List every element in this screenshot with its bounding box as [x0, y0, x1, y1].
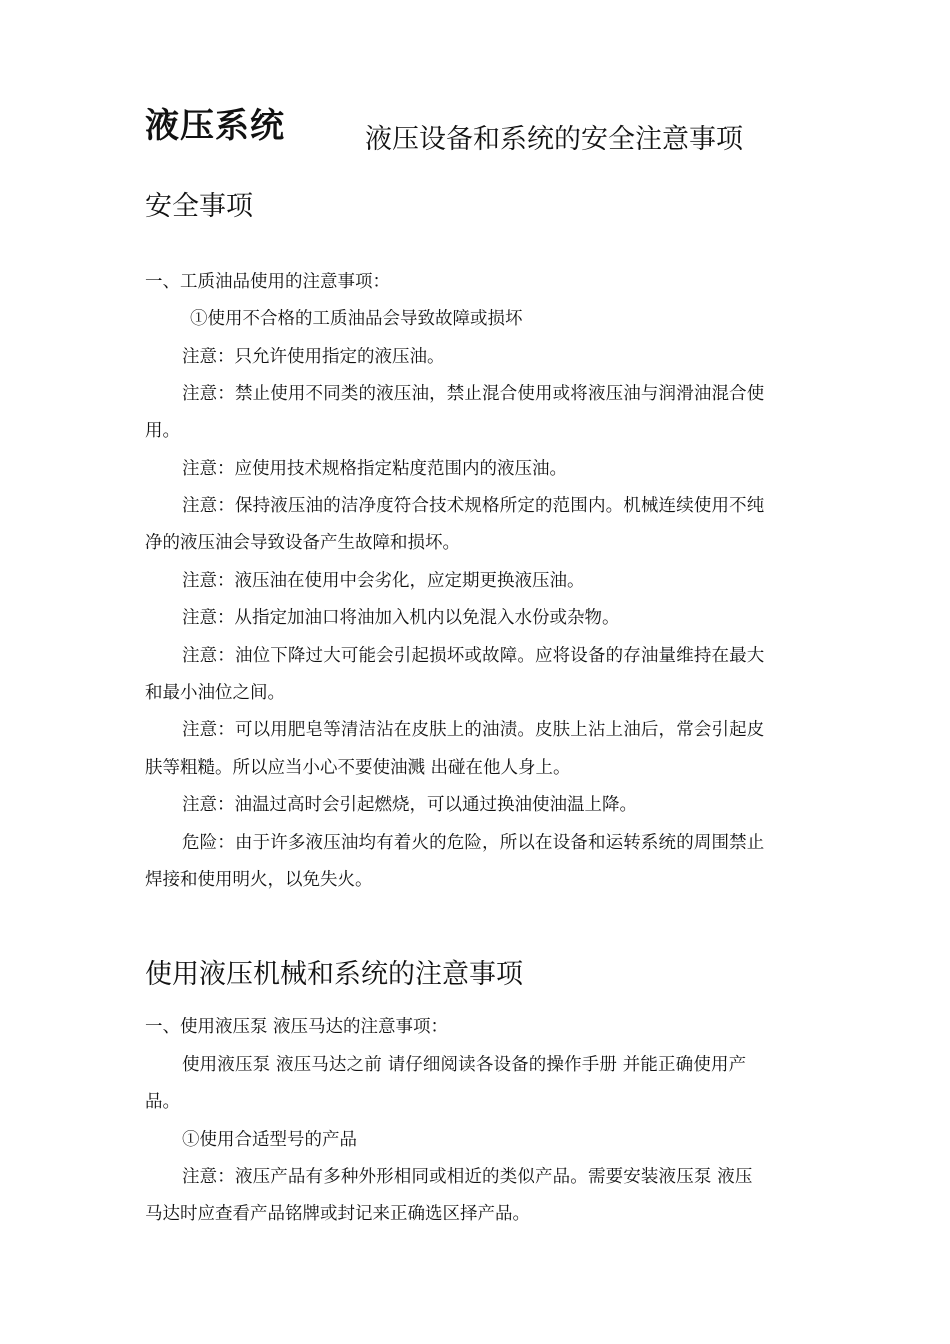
- paragraph-intro-continued: 品。: [145, 1092, 180, 1112]
- paragraph-note-continued: 用。: [145, 421, 180, 441]
- paragraph-intro: 使用液压泵 液压马达之前 请仔细阅读各设备的操作手册 并能正确使用产: [182, 1055, 747, 1075]
- paragraph-note: 注意：油位下降过大可能会引起损坏或故障。应将设备的存油量维持在最大: [182, 646, 765, 666]
- paragraph-note-continued: 净的液压油会导致设备产生故障和损坏。: [145, 533, 460, 553]
- paragraph-note: 注意：可以用肥皂等清洁沾在皮肤上的油渍。皮肤上沾上油后，常会引起皮: [182, 720, 765, 740]
- paragraph-note-continued: 马达时应查看产品铭牌或封记来正确选区择产品。: [145, 1204, 530, 1224]
- paragraph-note: 注意：油温过高时会引起燃烧，可以通过换油使油温上降。: [182, 795, 637, 815]
- paragraph-danger-continued: 焊接和使用明火，以免失火。: [145, 870, 373, 890]
- paragraph-danger: 危险：由于许多液压油均有着火的危险，所以在设备和运转系统的周围禁止: [182, 833, 765, 853]
- company-logo-text: 液压系统: [145, 106, 285, 146]
- sub-heading-pump-motor: 一、使用液压泵 液压马达的注意事项：: [145, 1017, 449, 1037]
- paragraph-note-continued: 肤等粗糙。所以应当小心不要使油溅 出碰在他人身上。: [145, 758, 571, 778]
- paragraph-note: 注意：液压产品有多种外形相同或相近的类似产品。需要安装液压泵 液压: [182, 1167, 753, 1187]
- document-title: 液压设备和系统的安全注意事项: [365, 124, 743, 155]
- paragraph-note: 注意：保持液压油的洁净度符合技术规格所定的范围内。机械连续使用不纯: [182, 496, 765, 516]
- list-item-correct-model: ①使用合适型号的产品: [182, 1130, 357, 1150]
- section-heading-safety: 安全事项: [145, 191, 253, 222]
- paragraph-note: 注意：应使用技术规格指定粘度范围内的液压油。: [182, 459, 567, 479]
- sub-heading-oil-usage: 一、工质油品使用的注意事项：: [145, 272, 390, 292]
- paragraph-note: 注意：只允许使用指定的液压油。: [182, 347, 445, 367]
- list-item-unqualified-oil: ①使用不合格的工质油品会导致故障或损坏: [190, 309, 523, 329]
- paragraph-note: 注意：禁止使用不同类的液压油，禁止混合使用或将液压油与润滑油混合使: [182, 384, 765, 404]
- paragraph-note: 注意：从指定加油口将油加入机内以免混入水份或杂物。: [182, 608, 620, 628]
- paragraph-note: 注意：液压油在使用中会劣化，应定期更换液压油。: [182, 571, 585, 591]
- paragraph-note-continued: 和最小油位之间。: [145, 683, 285, 703]
- section-heading-machinery: 使用液压机械和系统的注意事项: [145, 959, 523, 990]
